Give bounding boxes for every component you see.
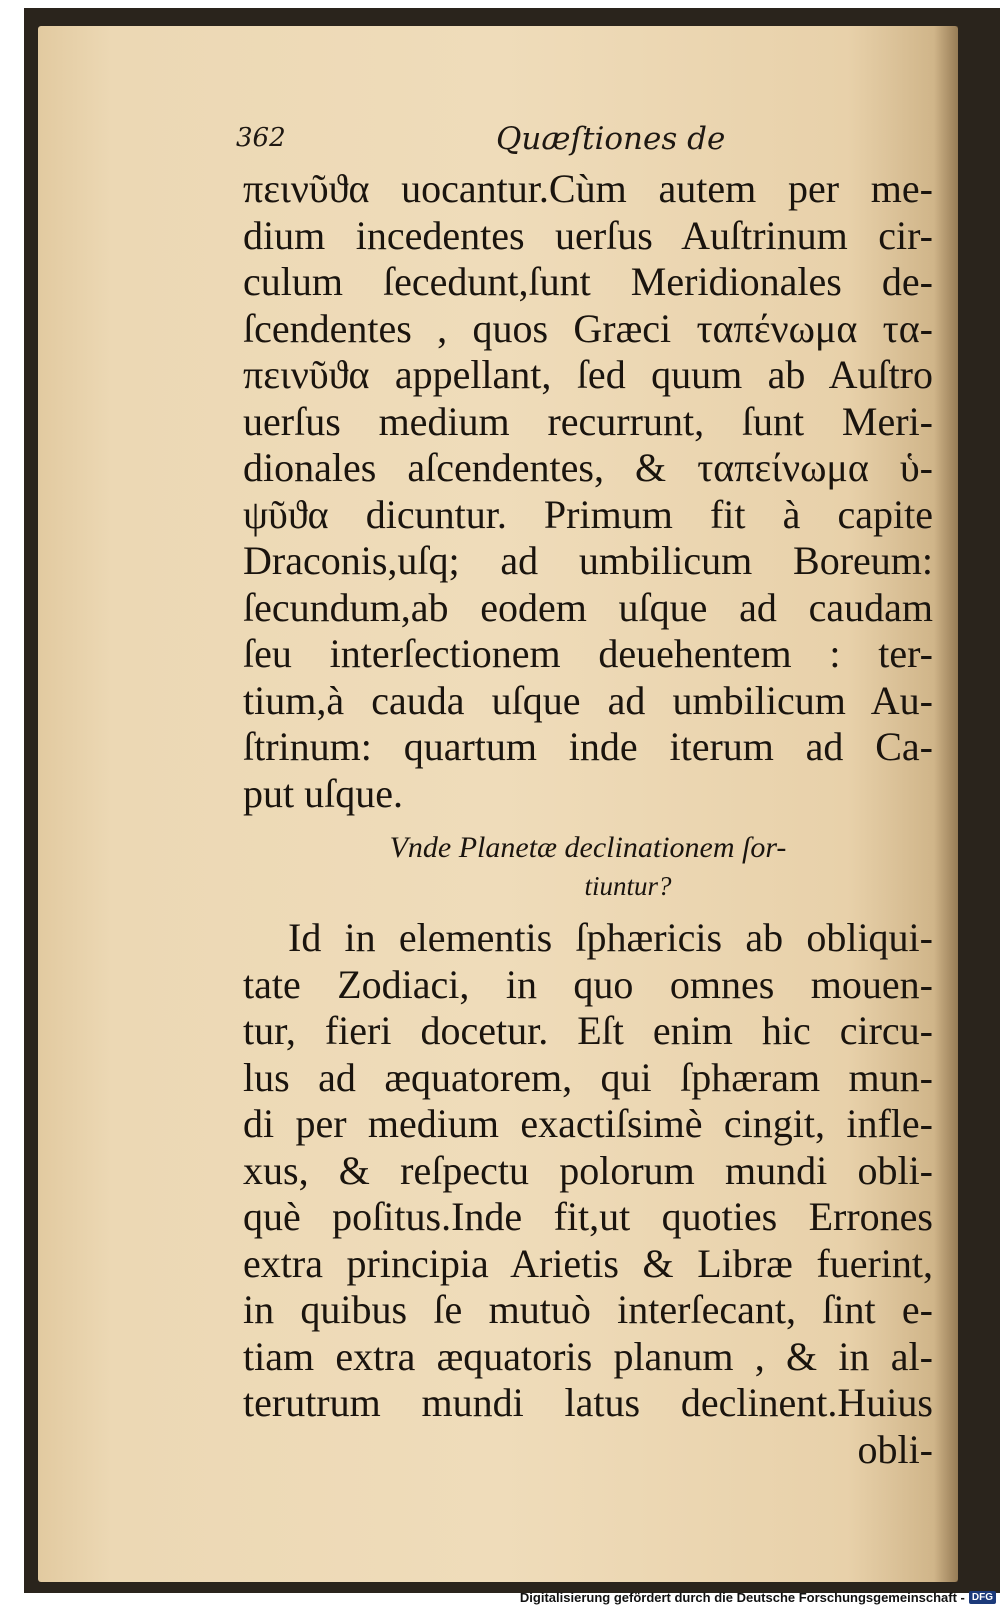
text-line: in quibus ſe mutuò interſecant, ſint e- [243,1287,933,1332]
text-line: què poſitus.Inde fit,ut quoties Errones [243,1194,933,1239]
text-line: ſecundum,ab eodem uſque ad caudam [243,584,933,630]
text-line: terutrum mundi latus declinent.Huius [243,1380,933,1425]
text-line: Draconis,uſq; ad umbilicum Boreum: [243,538,933,583]
text-line: ψῦϑα dicuntur. Primum fit à capite [243,491,933,537]
text-line: di per medium exactiſsimè cingit, infle- [243,1101,933,1146]
dfg-logo: DFG [969,1591,996,1604]
text-line: uerſus medium recurrunt, ſunt Meri- [243,398,933,444]
credit-text: Digitalisierung gefördert durch die Deutsche Forschungsgemeinschaft - [519,1590,965,1605]
text-line: ſtrinum: quartum inde iterum ad Ca- [243,724,933,769]
digitization-credit [520,1590,996,1605]
text-line: πεινῦϑα appellant, ſed quum ab Auſtro [243,352,933,397]
section-heading: Vnde Planetæ declinationem ſor- [389,831,787,864]
text-line: πεινῦϑα uocantur.Cùm autem per me- [243,166,933,211]
text-line: dium incedentes uerſus Auſtrinum cir- [243,212,933,258]
text-line: xus, & reſpectu polorum mundi obli- [243,1147,933,1193]
text-line: extra principia Arietis & Libræ fuerint, [243,1240,933,1286]
text-line: tiam extra æquatoris planum , & in al- [243,1333,933,1379]
page-number: 362 [236,123,286,153]
section-heading-continued: tiuntur? [584,871,672,901]
book-page [38,26,958,1582]
text-line: tur, fieri docetur. Eſt enim hic circu- [243,1008,933,1053]
text-line: ſcendentes , quos Græci ταπένωμα τα- [243,305,933,351]
catchword: obli- [857,1426,933,1472]
text-line: tium,à cauda uſque ad umbilicum Au- [243,677,933,723]
text-line: ſeu interſectionem deuehentem : ter- [243,631,933,676]
body-text [243,166,933,1473]
text-line: Id in elementis ſphæricis ab obliqui- [288,915,933,960]
running-title: Quæſtiones de [496,121,726,157]
text-line: culum ſecedunt,ſunt Meridionales de- [243,259,933,304]
text-line: lus ad æquatorem, qui ſphæram mun- [243,1054,933,1100]
text-line: dionales aſcendentes, & ταπείνωμα ὑ- [243,445,933,490]
text-line: put uſque. [243,770,403,816]
page-header [38,121,958,161]
page-gutter-shadow [934,26,958,1582]
text-line: tate Zodiaci, in quo omnes mouen- [243,961,933,1007]
